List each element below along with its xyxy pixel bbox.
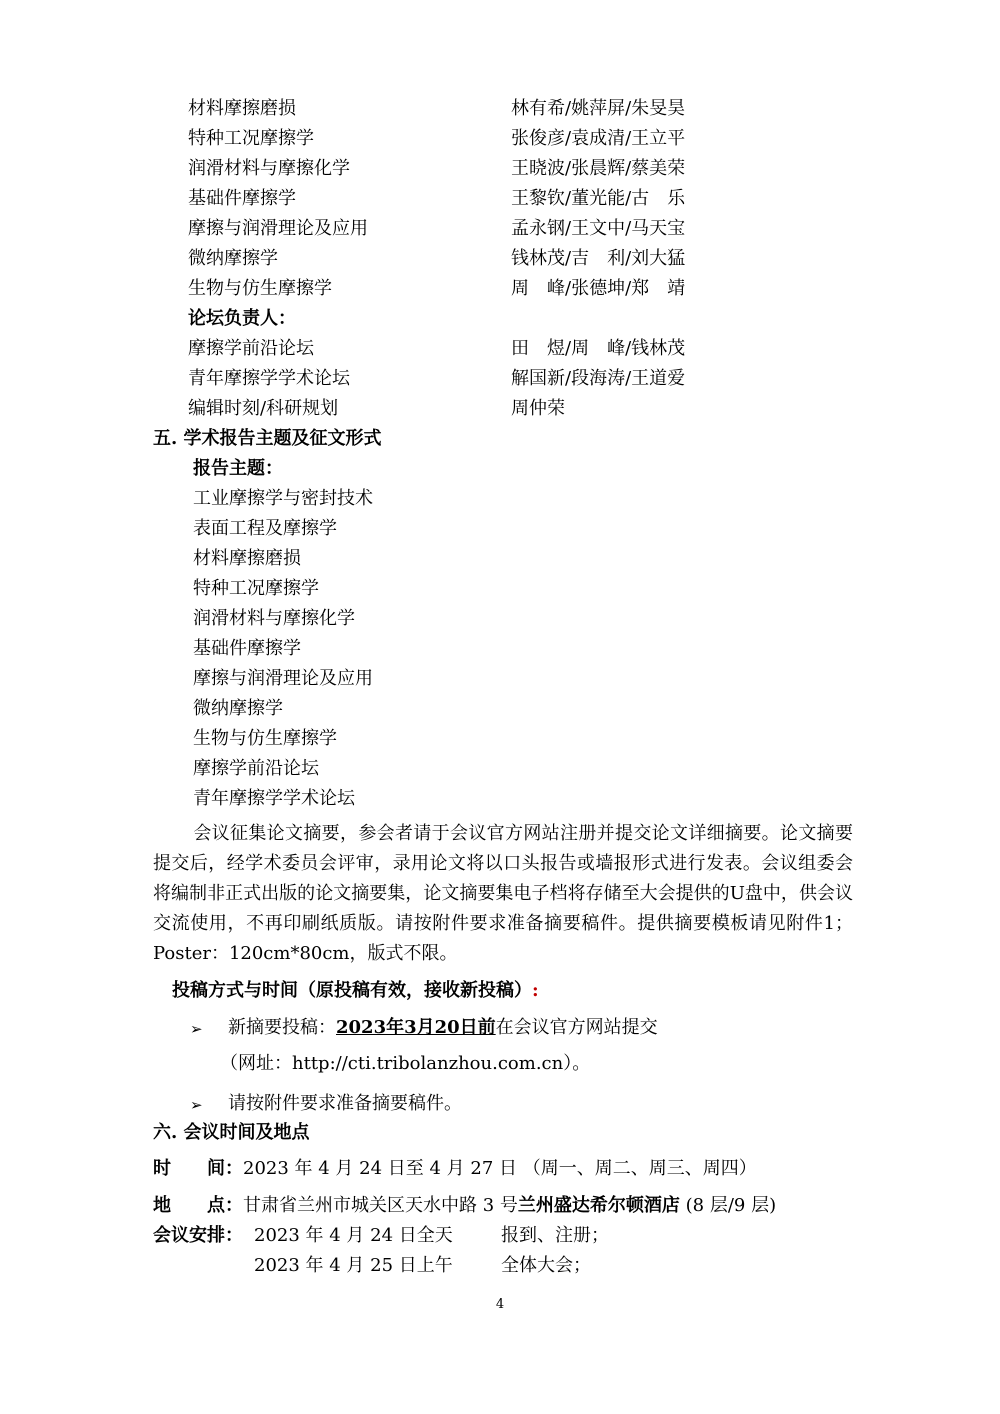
committee-names-5: 孟永钢/王文中/马天宝 (511, 218, 686, 239)
report-topic-8: 微纳摩擦学 (193, 698, 283, 719)
hotel-name: 兰州盛达希尔顿酒店 (517, 1195, 680, 1216)
report-topic-7: 摩擦与润滑理论及应用 (193, 668, 373, 689)
schedule-label: 会议安排： (153, 1225, 243, 1246)
bullet-prepare-abstract: 请按附件要求准备摘要稿件。 (228, 1093, 462, 1114)
call-for-papers-paragraph (153, 819, 853, 969)
section6-title: 六. 会议时间及地点 (153, 1122, 310, 1143)
place-value: 甘肃省兰州市城关区天水中路 3 号 (243, 1195, 518, 1216)
committee-names-3: 王晓波/张晨辉/蔡美荣 (511, 158, 686, 179)
report-topic-1: 工业摩擦学与密封技术 (193, 488, 373, 509)
committee-topic-7: 生物与仿生摩擦学 (188, 278, 332, 299)
forum-heading: 论坛负责人： (188, 308, 296, 329)
committee-names-6: 钱林茂/吉 利/刘大猛 (511, 248, 686, 269)
paragraph-text: 会议征集论文摘要，参会者请于会议官方网站注册并提交论文详细摘要。论文摘要提交后，经学术委员会评审，录用论文将以口头报告或墙报形式进行发表。会议组委会将编制非正式出版的论文摘要集，论文摘要集电子档将存储至大会提供的U盘中，供会议交流使用，不再印刷纸质版。请按附件要求准备摘要稿件。提供摘要模板请见附件1；Poster：120cm*80cm，版式不限。 (153, 823, 853, 964)
forum-topic-1: 摩擦学前沿论坛 (188, 338, 314, 359)
website-url[interactable]: （网址：http://cti.tribolanzhou.com.cn）。 (220, 1053, 591, 1074)
report-topic-6: 基础件摩擦学 (193, 638, 301, 659)
committee-topic-5: 摩擦与润滑理论及应用 (188, 218, 368, 239)
forum-topic-3: 编辑时刻/科研规划 (188, 398, 339, 419)
forum-names-2: 解国新/段海涛/王道爱 (511, 368, 686, 389)
submission-deadline: 2023年3月20日前 (336, 1017, 496, 1038)
report-topics-heading: 报告主题： (193, 458, 283, 479)
page-number: 4 (495, 1297, 505, 1312)
bullet-new-submission (228, 1017, 658, 1039)
forum-names-1: 田 煜/周 峰/钱林茂 (511, 338, 686, 359)
section5-title: 五. 学术报告主题及征文形式 (153, 428, 382, 449)
committee-topic-3: 润滑材料与摩擦化学 (188, 158, 350, 179)
committee-names-1: 林有希/姚萍屏/朱旻昊 (511, 98, 686, 119)
committee-topic-2: 特种工况摩擦学 (188, 128, 314, 149)
report-topic-4: 特种工况摩擦学 (193, 578, 319, 599)
bullet-arrow-icon-2: ➢ (190, 1096, 203, 1114)
submission-colon: : (532, 980, 539, 1001)
committee-topic-4: 基础件摩擦学 (188, 188, 296, 209)
report-topic-11: 青年摩擦学学术论坛 (193, 788, 355, 809)
schedule-event-2: 全体大会； (501, 1255, 591, 1276)
report-topic-9: 生物与仿生摩擦学 (193, 728, 337, 749)
time-value: 2023 年 4 月 24 日至 4 月 27 日 （周一、周二、周三、周四） (243, 1158, 757, 1179)
bullet-arrow-icon: ➢ (190, 1020, 203, 1038)
submission-heading (172, 980, 539, 1002)
schedule-event-1: 报到、注册； (501, 1225, 609, 1246)
meeting-time (153, 1158, 757, 1180)
bullet1-suffix: 在会议官方网站提交 (495, 1017, 658, 1038)
place-label: 地 点： (153, 1195, 243, 1216)
submission-heading-text: 投稿方式与时间（原投稿有效，接收新投稿） (172, 980, 532, 1001)
schedule-date-2: 2023 年 4 月 25 日上午 (254, 1255, 453, 1276)
time-label: 时 间： (153, 1158, 243, 1179)
committee-names-2: 张俊彦/袁成清/王立平 (511, 128, 686, 149)
forum-names-3: 周仲荣 (511, 398, 565, 419)
report-topic-2: 表面工程及摩擦学 (193, 518, 337, 539)
forum-topic-2: 青年摩擦学学术论坛 (188, 368, 350, 389)
committee-names-4: 王黎钦/董光能/古 乐 (511, 188, 686, 209)
committee-topic-1: 材料摩擦磨损 (188, 98, 296, 119)
hotel-floor: (8 层/9 层) (685, 1195, 777, 1216)
report-topic-3: 材料摩擦磨损 (193, 548, 301, 569)
committee-names-7: 周 峰/张德坤/郑 靖 (511, 278, 686, 299)
report-topic-5: 润滑材料与摩擦化学 (193, 608, 355, 629)
committee-topic-6: 微纳摩擦学 (188, 248, 278, 269)
bullet1-prefix: 新摘要投稿： (228, 1017, 336, 1038)
meeting-place (153, 1195, 776, 1217)
schedule-date-1: 2023 年 4 月 24 日全天 (254, 1225, 453, 1246)
report-topic-10: 摩擦学前沿论坛 (193, 758, 319, 779)
